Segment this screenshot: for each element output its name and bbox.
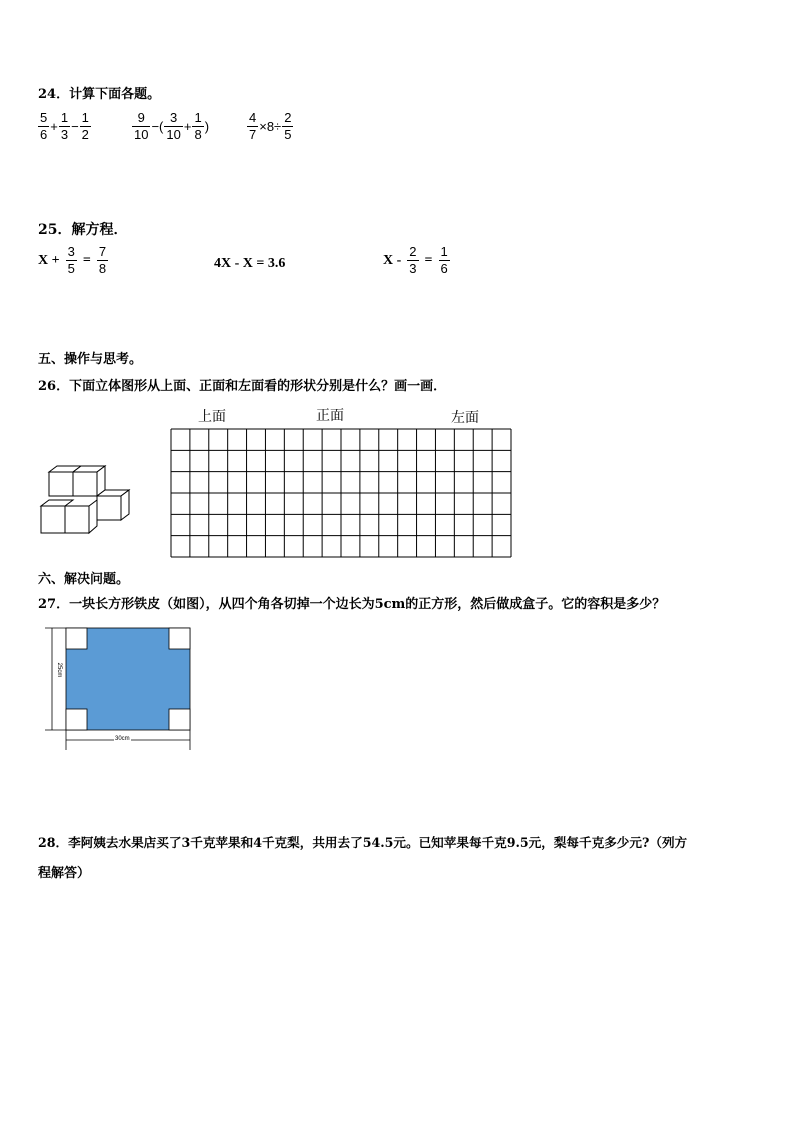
fraction: $\frac{3}{10}$ bbox=[166, 110, 181, 142]
q24-title: 24．计算下面各题。 bbox=[38, 87, 161, 102]
q25-equation-2: 4X - X = 3.6 bbox=[214, 256, 286, 271]
fraction: $\frac{1}{3}$ bbox=[60, 110, 69, 142]
height-dimension-label: 25cm bbox=[56, 655, 62, 685]
fraction: $\frac{2}{5}$ bbox=[284, 110, 292, 142]
q28-line-2: 程解答） bbox=[38, 866, 91, 881]
section-5-heading: 五、操作与思考。 bbox=[38, 352, 143, 367]
fraction: $\frac{2}{3}$ bbox=[409, 244, 417, 276]
q26-title: 26．下面立体图形从上面、正面和左面看的形状分别是什么？画一画． bbox=[38, 379, 447, 394]
q28-line-1: 28．李阿姨去水果店买了3千克苹果和4千克梨，共用去了54.5元。已知苹果每千克9.5元，梨每千克多少元?（列方 bbox=[38, 835, 688, 850]
q27-title: 27．一块长方形铁皮（如图），从四个角各切掉一个边长为5cm的正方形，然后做成盒子。它的容积是多少？ bbox=[38, 597, 666, 612]
fraction: $\frac{1}{2}$ bbox=[81, 110, 89, 142]
fraction: $\frac{9}{10}$ bbox=[134, 110, 149, 142]
cube-stack-figure bbox=[38, 462, 134, 536]
q25-equation-1: X + $\frac{3}{5}$ = $\frac{7}{8}$ bbox=[38, 244, 107, 276]
fraction: $\frac{1}{8}$ bbox=[194, 110, 202, 142]
fraction: $\frac{4}{7}$ bbox=[249, 110, 257, 142]
q25-title: 25．解方程． bbox=[38, 222, 128, 238]
fraction: $\frac{3}{5}$ bbox=[67, 244, 75, 276]
label-front-view: 正面 bbox=[316, 408, 344, 424]
fraction: $\frac{7}{8}$ bbox=[98, 244, 107, 276]
q24-expression-3: $\frac{4}{7}$ ×8÷ $\frac{2}{5}$ bbox=[249, 110, 292, 142]
q24-expression-1: $\frac{5}{6}$ + $\frac{1}{3}$ − $\frac{1}{2}$ bbox=[40, 110, 89, 142]
width-dimension-label: 30cm bbox=[115, 736, 130, 742]
fraction: $\frac{1}{6}$ bbox=[440, 244, 448, 276]
section-6-heading: 六、解决问题。 bbox=[38, 572, 130, 587]
label-top-view: 上面 bbox=[198, 409, 226, 425]
drawing-grid[interactable] bbox=[170, 428, 512, 558]
q24-expression-2: $\frac{9}{10}$ −( $\frac{3}{10}$ + $\frac{1}{8}$ ) bbox=[134, 110, 210, 142]
fraction: $\frac{5}{6}$ bbox=[40, 110, 48, 142]
label-left-view: 左面 bbox=[451, 410, 479, 426]
sheet-metal-figure bbox=[44, 624, 196, 752]
q25-equation-3: X - $\frac{2}{3}$ = $\frac{1}{6}$ bbox=[383, 244, 448, 276]
